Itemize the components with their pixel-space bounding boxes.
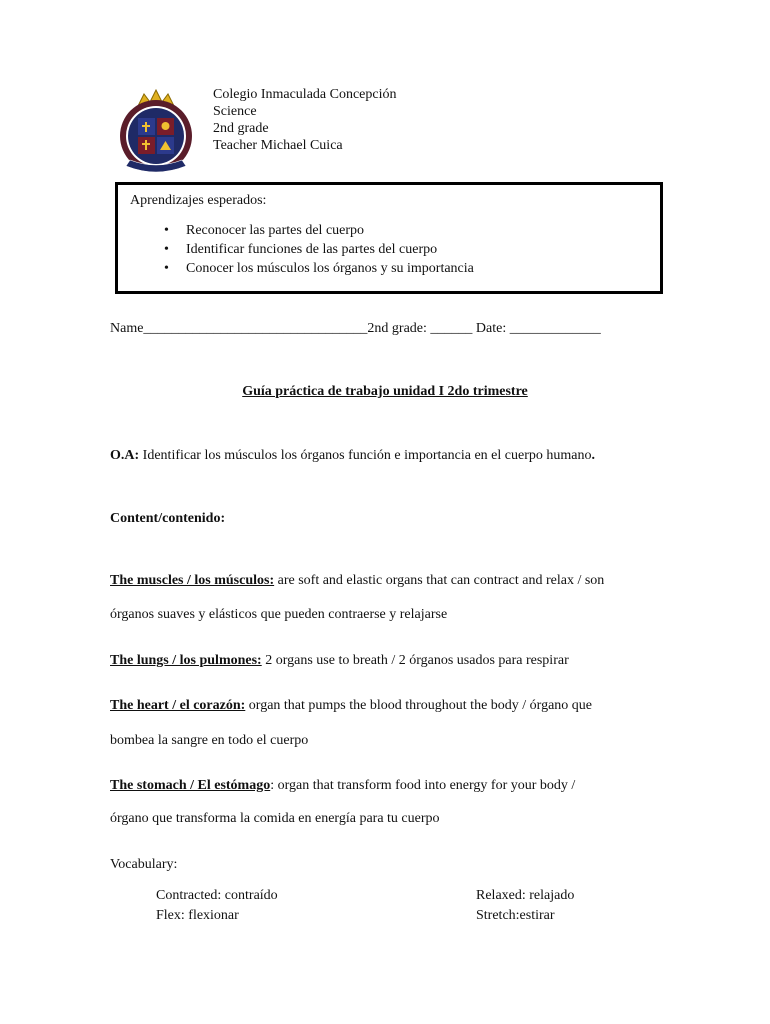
lungs-line (110, 653, 569, 669)
objective-item: • Identificar funciones de las partes del cuerpo (186, 240, 650, 259)
school-header (213, 86, 397, 154)
vocab-item: Contracted: contraído (156, 888, 278, 903)
heart-line-1 (110, 698, 592, 714)
objective-item: • Conocer los músculos los órganos y su importancia (186, 259, 650, 278)
vocabulary-heading: Vocabulary: (110, 857, 178, 872)
vocabulary-right-column (476, 886, 574, 926)
objectives-box (115, 182, 663, 294)
learning-objective (110, 448, 595, 464)
objectives-title: Aprendizajes esperados: (130, 193, 267, 208)
oa-text: Identificar los músculos los órganos función e importancia en el cuerpo humano (139, 448, 592, 463)
muscles-definition: are soft and elastic organs that can contract and relax / son (274, 573, 605, 588)
stomach-definition: : organ that transform food into energy for your body / (270, 778, 576, 793)
heart-definition: organ that pumps the blood throughout the body / órgano que (245, 698, 593, 713)
school-name: Colegio Inmaculada Concepción (213, 87, 397, 102)
muscles-term: The muscles / los músculos: (110, 573, 275, 588)
muscles-line-2: órganos suaves y elásticos que pueden contraerse y relajarse (110, 607, 448, 622)
teacher: Teacher Michael Cuica (213, 138, 343, 153)
vocab-item: Stretch:estirar (476, 908, 555, 923)
vocab-item: Relaxed: relajado (476, 888, 575, 903)
content-heading: Content/contenido: (110, 511, 226, 526)
oa-end: . (591, 448, 595, 463)
grade: 2nd grade (213, 121, 269, 136)
stomach-term: The stomach / El estómago (110, 778, 271, 793)
lungs-term: The lungs / los pulmones: (110, 653, 262, 668)
vocabulary-left-column (156, 886, 278, 926)
guide-title: Guía práctica de trabajo unidad I 2do trimestre (242, 384, 528, 399)
stomach-line-1 (110, 778, 575, 794)
oa-label: O.A: (110, 448, 140, 463)
heart-term: The heart / el corazón: (110, 698, 246, 713)
objectives-list (128, 221, 650, 278)
objective-item: • Reconocer las partes del cuerpo (186, 221, 650, 240)
heart-line-2: bombea la sangre en todo el cuerpo (110, 733, 309, 748)
school-crest-logo (116, 86, 196, 178)
stomach-line-2: órgano que transforma la comida en energía para tu cuerpo (110, 811, 440, 826)
lungs-definition: 2 organs use to breath / 2 órganos usados para respirar (261, 653, 569, 668)
vocab-item: Flex: flexionar (156, 908, 239, 923)
subject: Science (213, 104, 257, 119)
name-grade-date-line: Name________________________________2nd grade: ______ Date: _____________ (110, 321, 601, 336)
muscles-line-1 (110, 573, 604, 589)
